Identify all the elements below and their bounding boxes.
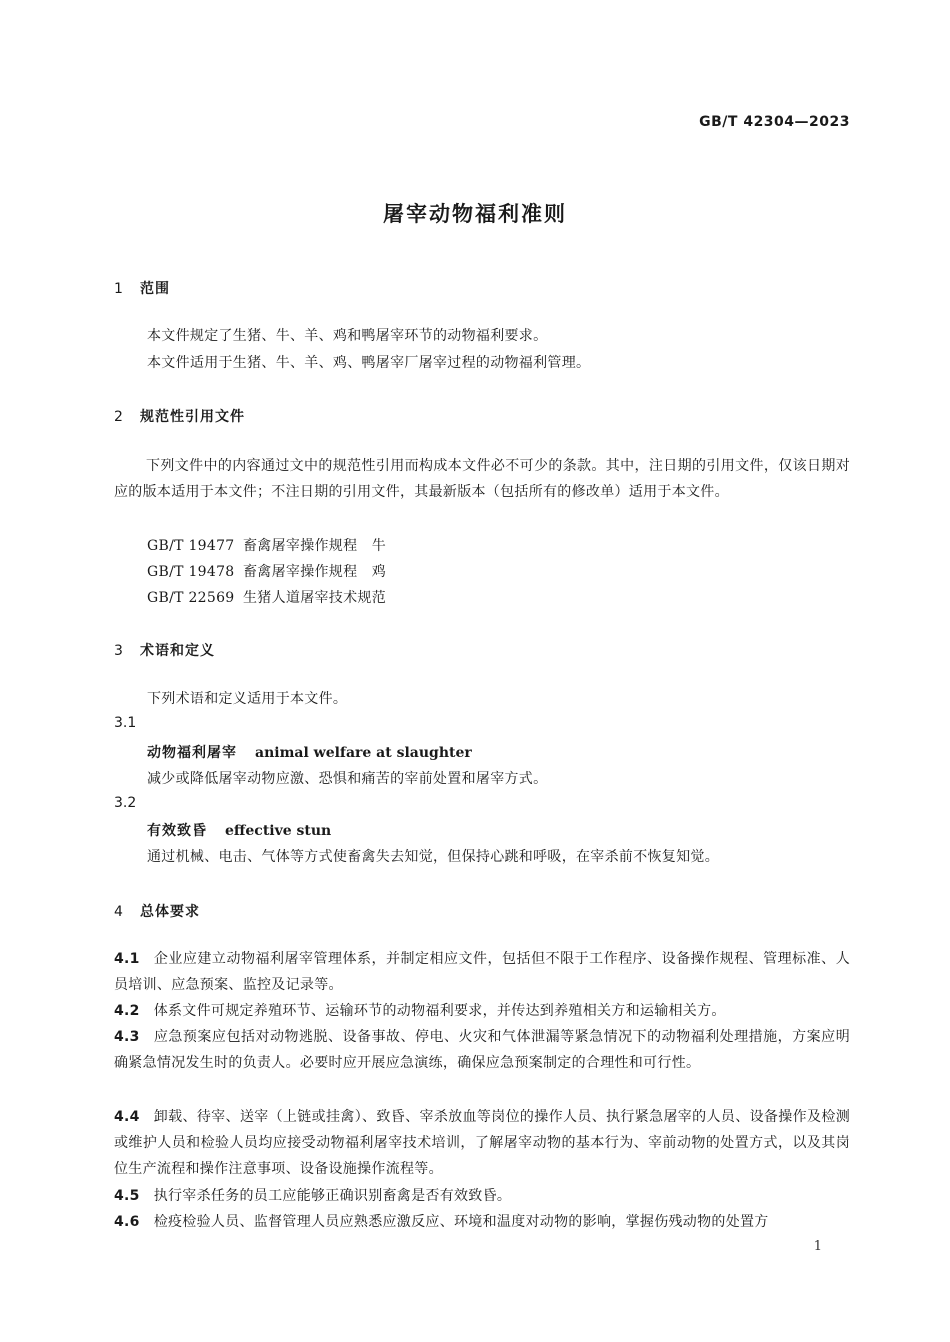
term-english: animal welfare at slaughter <box>255 745 472 761</box>
section-2-heading <box>114 406 245 426</box>
term-definition: 减少或降低屠宰动物应激、恐惧和痛苦的宰前处置和屠宰方式。 <box>147 771 548 787</box>
section-title: 总体要求 <box>140 904 200 920</box>
clause-4-5 <box>114 1183 850 1209</box>
reference-item <box>147 561 386 581</box>
clause-number: 4.3 <box>114 1029 140 1045</box>
clause-4-1 <box>114 946 850 998</box>
reference-code: GB/T 19478 <box>147 564 235 580</box>
terms-intro: 下列术语和定义适用于本文件。 <box>147 691 348 707</box>
clause-text: 执行宰杀任务的员工应能够正确识别畜禽是否有效致昏。 <box>153 1188 512 1204</box>
section-number: 4 <box>114 904 124 920</box>
clause-4-3 <box>114 1024 850 1076</box>
reference-item <box>147 535 386 555</box>
section-number: 1 <box>114 281 124 297</box>
section-4-heading <box>114 901 200 921</box>
document-code: GB/T 42304—2023 <box>699 114 850 130</box>
page-number: 1 <box>813 1239 822 1254</box>
section-1-heading <box>114 278 170 298</box>
reference-code: GB/T 19477 <box>147 538 235 554</box>
clause-4-6 <box>114 1209 850 1235</box>
clause-text: 体系文件可规定养殖环节、运输环节的动物福利要求，并传达到养殖相关方和运输相关方。 <box>153 1003 726 1019</box>
section-title: 术语和定义 <box>140 643 215 659</box>
term-number: 3.1 <box>114 715 137 731</box>
term-chinese: 动物福利屠宰 <box>147 745 237 761</box>
clause-text: 应急预案应包括对动物逃脱、设备事故、停电、火灾和气体泄漏等紧急情况下的动物福利处理措施，方案应明确紧急情况发生时的负责人。必要时应开展应急演练，确保应急预案制定的合理性和可行性。 <box>114 1029 850 1071</box>
section-number: 2 <box>114 409 124 425</box>
scope-paragraph-1: 本文件规定了生猪、牛、羊、鸡和鸭屠宰环节的动物福利要求。 <box>147 328 548 344</box>
section-title: 范围 <box>140 281 170 297</box>
clause-text: 企业应建立动物福利屠宰管理体系，并制定相应文件，包括但不限于工作程序、设备操作规程、管理标准、人员培训、应急预案、监控及记录等。 <box>114 951 850 993</box>
term-heading <box>147 820 331 840</box>
section-3-heading <box>114 640 215 660</box>
term-definition: 通过机械、电击、气体等方式使畜禽失去知觉，但保持心跳和呼吸，在宰杀前不恢复知觉。 <box>147 849 719 865</box>
term-number: 3.2 <box>114 795 137 811</box>
section-title: 规范性引用文件 <box>140 409 245 425</box>
clause-4-4 <box>114 1104 850 1182</box>
clause-number: 4.5 <box>114 1188 140 1204</box>
normative-references-intro: 下列文件中的内容通过文中的规范性引用而构成本文件必不可少的条款。其中，注日期的引用文件，仅该日期对应的版本适用于本文件；不注日期的引用文件，其最新版本（包括所有的修改单）适用于本文件。 <box>114 458 850 500</box>
clause-4-2 <box>114 998 850 1024</box>
clause-number: 4.1 <box>114 951 140 967</box>
reference-code: GB/T 22569 <box>147 590 235 606</box>
scope-paragraph-2: 本文件适用于生猪、牛、羊、鸡、鸭屠宰厂屠宰过程的动物福利管理。 <box>147 355 591 371</box>
section-number: 3 <box>114 643 124 659</box>
term-chinese: 有效致昏 <box>147 823 207 839</box>
clause-number: 4.4 <box>114 1109 140 1125</box>
clause-number: 4.2 <box>114 1003 140 1019</box>
clause-text: 检疫检验人员、监督管理人员应熟悉应激反应、环境和温度对动物的影响，掌握伤残动物的处置方 <box>153 1214 769 1230</box>
reference-item <box>147 587 386 607</box>
reference-title: 畜禽屠宰操作规程 鸡 <box>243 564 386 580</box>
clause-number: 4.6 <box>114 1214 140 1230</box>
document-title: 屠宰动物福利准则 <box>383 202 567 226</box>
reference-title: 生猪人道屠宰技术规范 <box>243 590 386 606</box>
term-heading <box>147 742 472 762</box>
clause-text: 卸载、待宰、送宰（上链或挂禽）、致昏、宰杀放血等岗位的操作人员、执行紧急屠宰的人员、设备操作及检测或维护人员和检验人员均应接受动物福利屠宰技术培训，了解屠宰动物的基本行为、宰前动物的处置方式，以及其岗位生产流程和操作注意事项、设备设施操作流程等。 <box>114 1109 850 1177</box>
term-english: effective stun <box>225 823 332 839</box>
reference-title: 畜禽屠宰操作规程 牛 <box>243 538 386 554</box>
